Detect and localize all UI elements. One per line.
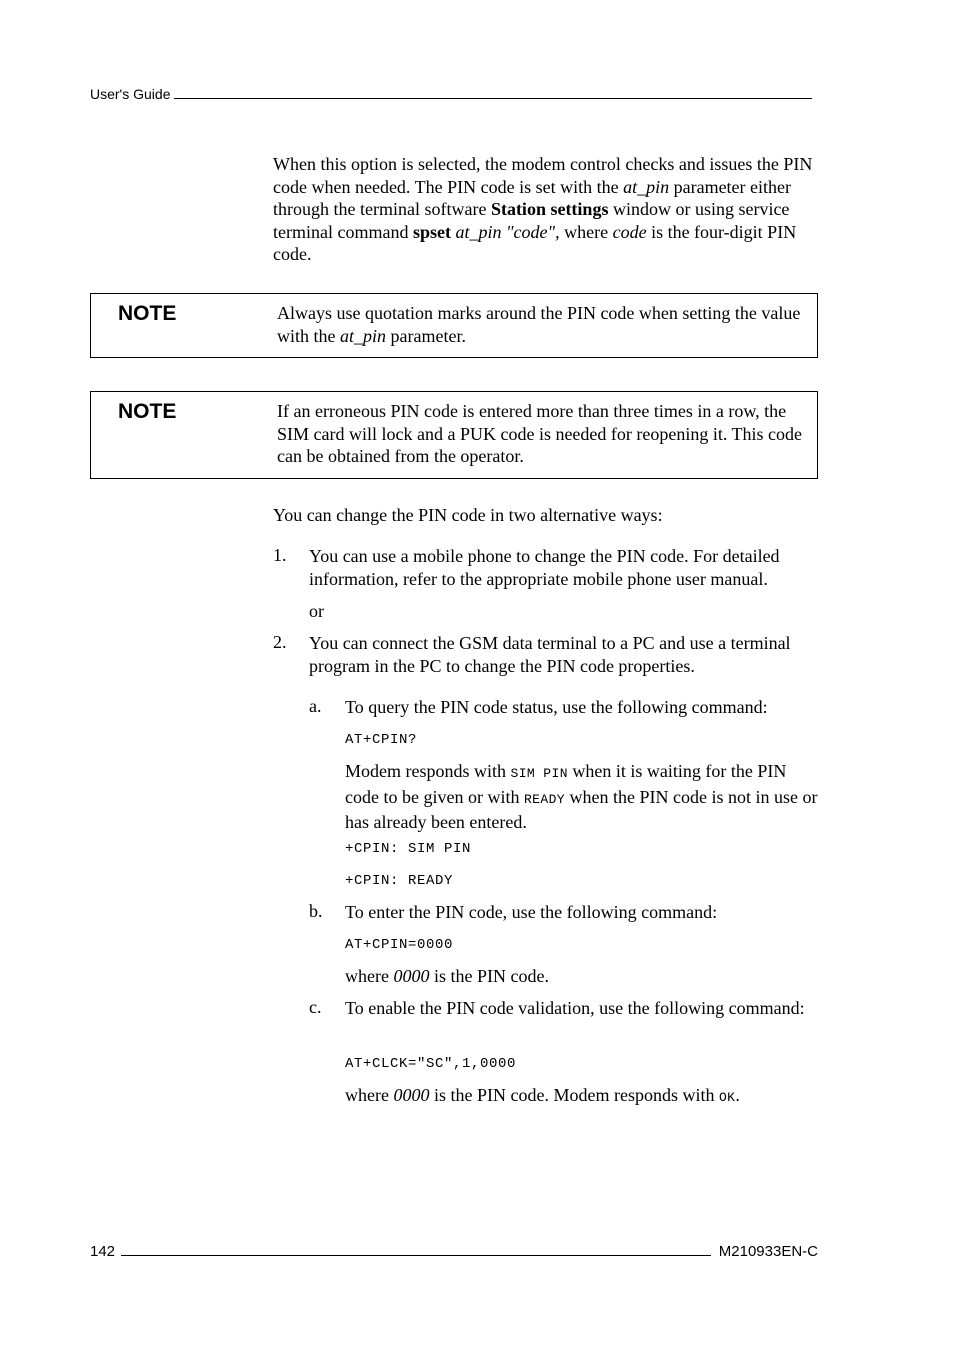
footer-rule <box>121 1254 711 1256</box>
intro-spset-command: spset <box>412 221 451 242</box>
note1-text-1: Always use quotation marks around the PIN code when setting the value with the <box>277 303 801 346</box>
intro-text-5: is the four-digit PIN code. <box>273 221 797 265</box>
note-text <box>277 302 811 347</box>
list-number-2: 2. <box>273 632 287 652</box>
pin-value: 0000 <box>393 966 430 986</box>
period: . <box>735 1085 740 1105</box>
inline-code-ok: OK <box>718 1090 736 1105</box>
inline-code-sim-pin: SIM PIN <box>510 766 568 781</box>
intro-text-1: When this option is selected, the modem control checks and issues the PIN code when needed. The PIN code is set with the <box>273 154 813 197</box>
sublist-item-a: To query the PIN code status, use the following command: <box>345 697 768 717</box>
intro-text-4: , where <box>555 221 613 242</box>
sublist-letter-b: b. <box>309 901 323 921</box>
sublist-item-c: To enable the PIN code validation, use the following command: <box>345 998 805 1018</box>
intro-code-word: code <box>612 221 647 242</box>
page-footer <box>90 1243 818 1260</box>
document-id: M210933EN-C <box>718 1243 818 1260</box>
sublist-letter-a: a. <box>309 696 322 716</box>
intro-station-settings: Station settings <box>490 199 609 220</box>
list-item-1: You can use a mobile phone to change the PIN code. For detailed information, refer to the appropriate mobile phone user manual. <box>309 546 780 589</box>
code-at-clck: AT+CLCK="SC",1,0000 <box>345 1056 517 1072</box>
pin-code-explanation-c <box>345 1084 821 1110</box>
intro-command-args: at_pin "code" <box>455 221 556 242</box>
where-text-end: is the PIN code. <box>429 966 549 986</box>
list-number-1: 1. <box>273 545 287 565</box>
note-label: NOTE <box>118 302 177 325</box>
code-at-cpin-set: AT+CPIN=0000 <box>345 937 454 953</box>
sublist-item-b: To enter the PIN code, use the following command: <box>345 902 718 922</box>
modem-response-description <box>345 760 821 834</box>
header-rule <box>174 97 812 99</box>
page-number: 142 <box>90 1243 116 1260</box>
note1-param-at-pin: at_pin <box>340 325 387 346</box>
where-text: where <box>345 966 394 986</box>
page-header <box>90 86 812 102</box>
sublist-letter-c: c. <box>309 997 322 1017</box>
header-title: User's Guide <box>90 86 171 102</box>
inline-code-ready: READY <box>523 791 565 807</box>
code-cpin-ready: +CPIN: READY <box>345 873 454 889</box>
code-at-cpin-query: AT+CPIN? <box>345 732 418 748</box>
note-text: If an erroneous PIN code is entered more than three times in a row, the SIM card will lock and a PUK code is needed for reopening it. This code can be obtained from the operator. <box>277 401 803 467</box>
pin-code-explanation-b <box>345 965 821 988</box>
intro-paragraph <box>273 153 821 266</box>
pin-value: 0000 <box>393 1085 430 1105</box>
intro-text-3: window or using service terminal command <box>273 199 790 242</box>
intro-text-2: parameter either through the terminal software <box>273 176 792 220</box>
response-text-1: Modem responds with <box>345 761 511 781</box>
code-cpin-sim-pin: +CPIN: SIM PIN <box>345 841 472 857</box>
list-item-2: You can connect the GSM data terminal to a PC and use a terminal program in the PC to change the PIN code properties. <box>309 633 791 676</box>
response-text-3: when the PIN code is not in use or has already been entered. <box>345 786 818 833</box>
where-text-mid: is the PIN code. Modem responds with <box>429 1085 719 1105</box>
response-text-2: when it is waiting for the PIN code to be given or with <box>345 761 787 807</box>
note-box-quotation <box>90 293 818 358</box>
change-intro: You can change the PIN code in two alternative ways: <box>273 505 663 525</box>
note-box-puk <box>90 391 818 479</box>
intro-param-at-pin: at_pin <box>623 176 670 197</box>
where-text: where <box>345 1085 394 1105</box>
or-text: or <box>309 601 324 621</box>
note-label: NOTE <box>118 400 177 423</box>
note1-text-2: parameter. <box>386 325 466 346</box>
